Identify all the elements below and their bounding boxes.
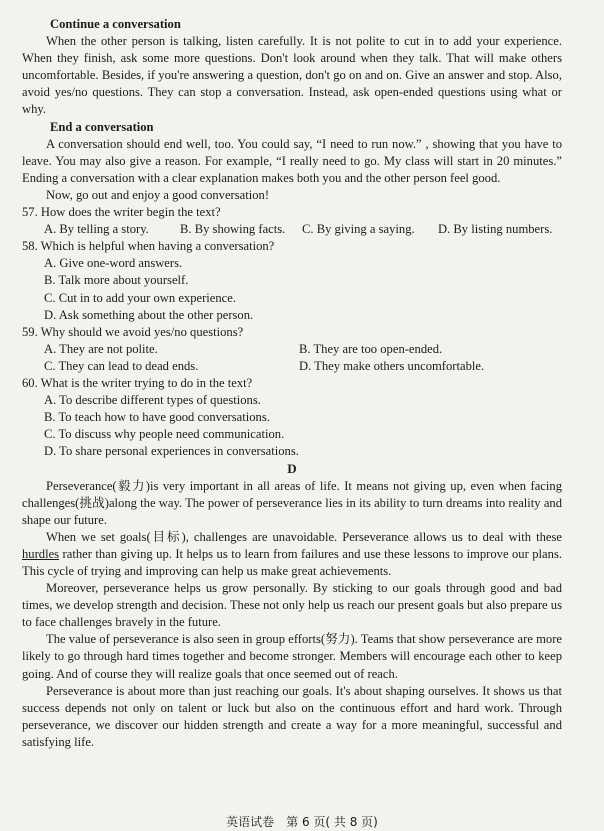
option-b: B. To teach how to have good conversations. [44, 410, 270, 425]
option-c: C. To discuss why people need communication. [44, 427, 285, 442]
passage-d-paragraph-4: The value of perseverance is also seen in group efforts(努力). Teams that show perseverance are more likely to go through hard times together and become stronger. Members will encourage each other to keep going. And of course they will realize goals that once seemed out of reach. [22, 632, 562, 681]
continue-paragraph: When the other person is talking, listen carefully. It is not polite to cut in to add your experience. When they finish, ask some more questions. Don't look around when they talk. That will make others uncomfortable. Besides, if you're answering a question, don't go on and on. Give an answer and stop. Also, avoid yes/no questions. They can stop a conversation. Instead, ask open-ended questions using what or why. [22, 34, 562, 117]
option-b: B. They are too open-ended. [299, 341, 443, 356]
continue-heading: Continue a conversation [50, 17, 181, 31]
question-59 [22, 324, 562, 375]
passage-d-paragraph-1: Perseverance(毅力)is very important in all areas of life. It means not giving up, even when facing challenges(挑战)along the way. The power of perseverance lies in its ability to turn dreams into reality and shape our future. [22, 478, 562, 527]
option-a: A. They are not polite. [44, 341, 158, 356]
closing-line: Now, go out and enjoy a good conversation! [46, 187, 270, 202]
end-paragraph: A conversation should end well, too. You could say, “I need to run now.” , showing that you have to leave. You may also give a reason. For example, “I really need to go. My class will start in 20 minutes.” Ending a conversation with a clear explanation makes both you and the other person feel good. [22, 136, 562, 185]
option-d: D. Ask something about the other person. [44, 307, 254, 322]
section-label-d: D [287, 461, 297, 477]
option-a: A. By telling a story. [44, 222, 149, 237]
question-stem: 57. How does the writer begin the text? [22, 205, 221, 220]
option-a: A. Give one-word answers. [44, 256, 183, 271]
paragraph-text: When we set goals(目标), challenges are unavoidable. Perseverance allows us to deal with these [46, 529, 562, 544]
option-b: B. Talk more about yourself. [44, 273, 189, 288]
question-stem: 59. Why should we avoid yes/no questions? [22, 324, 244, 339]
question-stem: 60. What is the writer trying to do in the text? [22, 375, 253, 390]
question-58 [22, 238, 562, 323]
option-d: D. They make others uncomfortable. [299, 358, 485, 373]
option-c: C. Cut in to add your own experience. [44, 290, 237, 305]
question-60 [22, 375, 562, 460]
passage-d-paragraph-5: Perseverance is about more than just reaching our goals. It's about shaping ourselves. It shows us that success depends not only on talent or luck but also on the continuous effort and hard work. Through perseverance, we discover our hidden strength and create a way for a more meaningful, successful and satisfying life. [22, 683, 562, 749]
page-content [22, 16, 562, 751]
paragraph-text: rather than giving up. It helps us to learn from failures and use these lessons to improve our plans. This cycle of trying and improving can help us make great achievements. [22, 546, 562, 578]
options-row [44, 341, 562, 358]
passage-d-paragraph-3: Moreover, perseverance helps us grow personally. By sticking to our goals through good and bad times, we develop strength and decision. These not only help us reach our present goals but also prepare us to face challenges bravely in the future. [22, 581, 562, 630]
option-b: B. By showing facts. [180, 222, 286, 237]
options-row [44, 358, 562, 375]
question-stem: 58. Which is helpful when having a conversation? [22, 239, 275, 254]
end-heading: End a conversation [50, 119, 154, 134]
page-footer: 英语试卷 第 6 页( 共 8 页) [226, 815, 378, 829]
options-row [44, 221, 562, 238]
option-a: A. To describe different types of questions. [44, 393, 261, 408]
underlined-word: hurdles [22, 546, 60, 561]
option-c: C. They can lead to dead ends. [44, 358, 199, 373]
option-d: D. By listing numbers. [438, 222, 553, 237]
passage-d-paragraph-2 [22, 529, 562, 580]
option-c: C. By giving a saying. [302, 222, 415, 237]
option-d: D. To share personal experiences in conversations. [44, 444, 299, 459]
question-57 [22, 204, 562, 238]
